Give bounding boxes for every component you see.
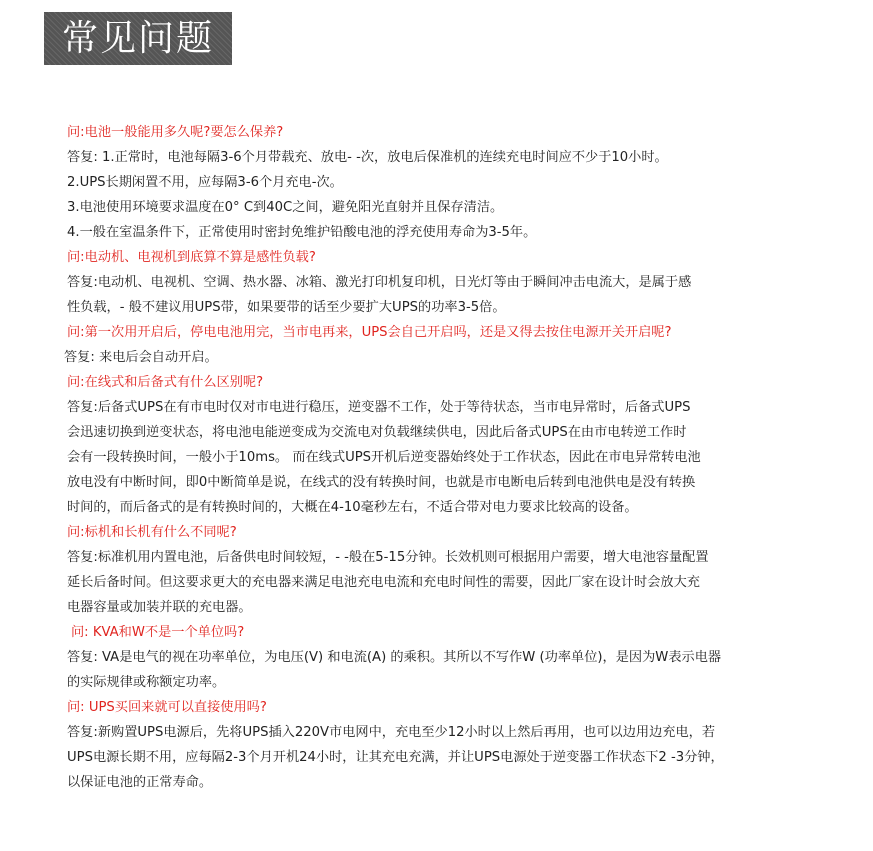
faq-question-5: 问:标机和长机有什么不同呢? <box>67 525 237 540</box>
faq-banner <box>44 12 232 65</box>
faq-answer-line: 的实际规律或称额定功率。 <box>67 675 226 690</box>
faq-answer-line: 答复:后备式UPS在有市电时仅对市电进行稳压，逆变器不工作，处于等待状态，当市电异常时，后备式UPS <box>67 400 691 415</box>
faq-answer-line: UPS电源长期不用，应每隔2-3个月开机24小时，让其充电充满，并让UPS电源处于逆变器工作状态下2 -3分钟， <box>67 750 724 765</box>
faq-answer-line: 放电没有中断时间，即0中断简单是说，在线式的没有转换时间，也就是市电断电后转到电池供电是没有转换 <box>67 475 696 490</box>
faq-answer-line: 答复: VA是电气的视在功率单位，为电压(V) 和电流(A) 的乘积。其所以不写作W (功率单位)，是因为W表示电器 <box>67 650 722 665</box>
faq-answer-line: 答复:标准机用内置电池，后备供电时间较短，- -般在5-15分钟。长效机则可根据用户需要，增大电池容量配置 <box>67 550 709 565</box>
faq-answer-line: 延长后备时间。但这要求更大的充电器来满足电池充电电流和充电时间性的需要，因此厂家在设计时会放大充 <box>67 575 700 590</box>
faq-question-4: 问:在线式和后备式有什么区别呢? <box>67 375 264 390</box>
faq-answer-line: 会迅速切换到逆变状态，将电池电能逆变成为交流电对负载继续供电，因此后备式UPS在由市电转逆工作时 <box>67 425 687 440</box>
faq-question-7: 问: UPS买回来就可以直接使用吗? <box>67 700 267 715</box>
banner-title: 常见问题 <box>61 18 214 59</box>
faq-question-6: 问: KVA和W不是一个单位吗? <box>71 625 245 640</box>
faq-answer-line: 答复: 1.正常时，电池每隔3-6个月带载充、放电- -次，放电后保准机的连续充电时间应不少于10小时。 <box>67 150 668 165</box>
faq-answer-line: 电器容量或加装并联的充电器。 <box>67 600 252 615</box>
faq-answer-line: 以保证电池的正常寿命。 <box>67 775 213 790</box>
faq-question-2: 问:电动机、电视机到底算不算是感性负载? <box>67 250 316 265</box>
faq-answer-line: 会有一段转换时间，一般小于10ms。 而在线式UPS开机后逆变器始终处于工作状态，因此在市电异常转电池 <box>67 450 701 465</box>
faq-list <box>64 120 827 795</box>
faq-answer-line: 答复:电动机、电视机、空调、热水器、冰箱、激光打印机复印机，日光灯等由于瞬间冲击电流大，是属于感 <box>67 275 692 290</box>
faq-answer-line: 4.一般在室温条件下，正常使用时密封免维护铅酸电池的浮充使用寿命为3-5年。 <box>67 225 537 240</box>
faq-answer-line: 答复: 来电后会自动开启。 <box>64 350 218 365</box>
faq-answer-line: 答复:新购置UPS电源后，先将UPS插入220V市电网中，充电至少12小时以上然后再用，也可以边用边充电，若 <box>67 725 716 740</box>
faq-answer-line: 性负载，- 般不建议用UPS带，如果要带的话至少要扩大UPS的功率3-5倍。 <box>67 300 506 315</box>
faq-question-3: 问:第一次用开启后，停电电池用完，当市电再来，UPS会自己开启吗，还是又得去按住电源开关开启呢? <box>67 325 672 340</box>
faq-question-1: 问:电池一般能用多久呢?要怎么保养? <box>67 125 284 140</box>
faq-answer-line: 时间的，而后备式的是有转换时间的，大概在4-10毫秒左右，不适合带对电力要求比较高的设备。 <box>67 500 638 515</box>
faq-answer-line: 2.UPS长期闲置不用，应每隔3-6个月充电-次。 <box>67 175 343 190</box>
faq-answer-line: 3.电池使用环境要求温度在0° C到40C之间，避免阳光直射并且保存清洁。 <box>67 200 504 215</box>
